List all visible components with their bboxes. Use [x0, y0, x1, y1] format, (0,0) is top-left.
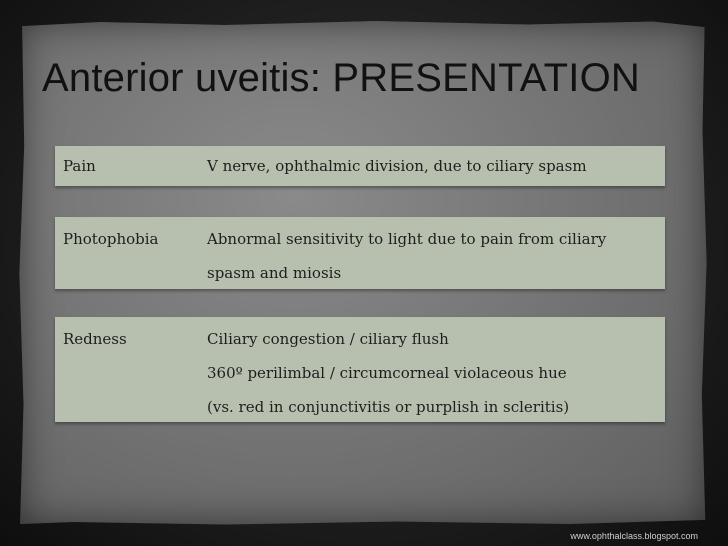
row-label: Photophobia — [63, 230, 159, 248]
row-description — [207, 149, 657, 183]
row-label: Redness — [63, 330, 127, 348]
row-text-line: V nerve, ophthalmic division, due to ciliary spasm — [207, 157, 587, 175]
slide-title: Anterior uveitis: PRESENTATION — [42, 56, 640, 100]
row-text-line: spasm and miosis — [207, 264, 342, 282]
row-description — [207, 222, 657, 290]
row-text-line: Abnormal sensitivity to light due to pain from ciliary — [207, 230, 607, 248]
row-description — [207, 322, 657, 424]
presentation-row-photophobia — [55, 217, 665, 289]
presentation-row-redness — [55, 317, 665, 422]
row-text-line: 360º perilimbal / circumcorneal violaceous hue — [207, 364, 567, 382]
row-text-line: (vs. red in conjunctivitis or purplish in scleritis) — [207, 398, 570, 416]
presentation-row-pain — [55, 146, 665, 186]
row-label: Pain — [63, 157, 96, 175]
row-text-line: Ciliary congestion / ciliary flush — [207, 330, 449, 348]
footer-url: www.ophthalclass.blogspot.com — [570, 531, 698, 541]
